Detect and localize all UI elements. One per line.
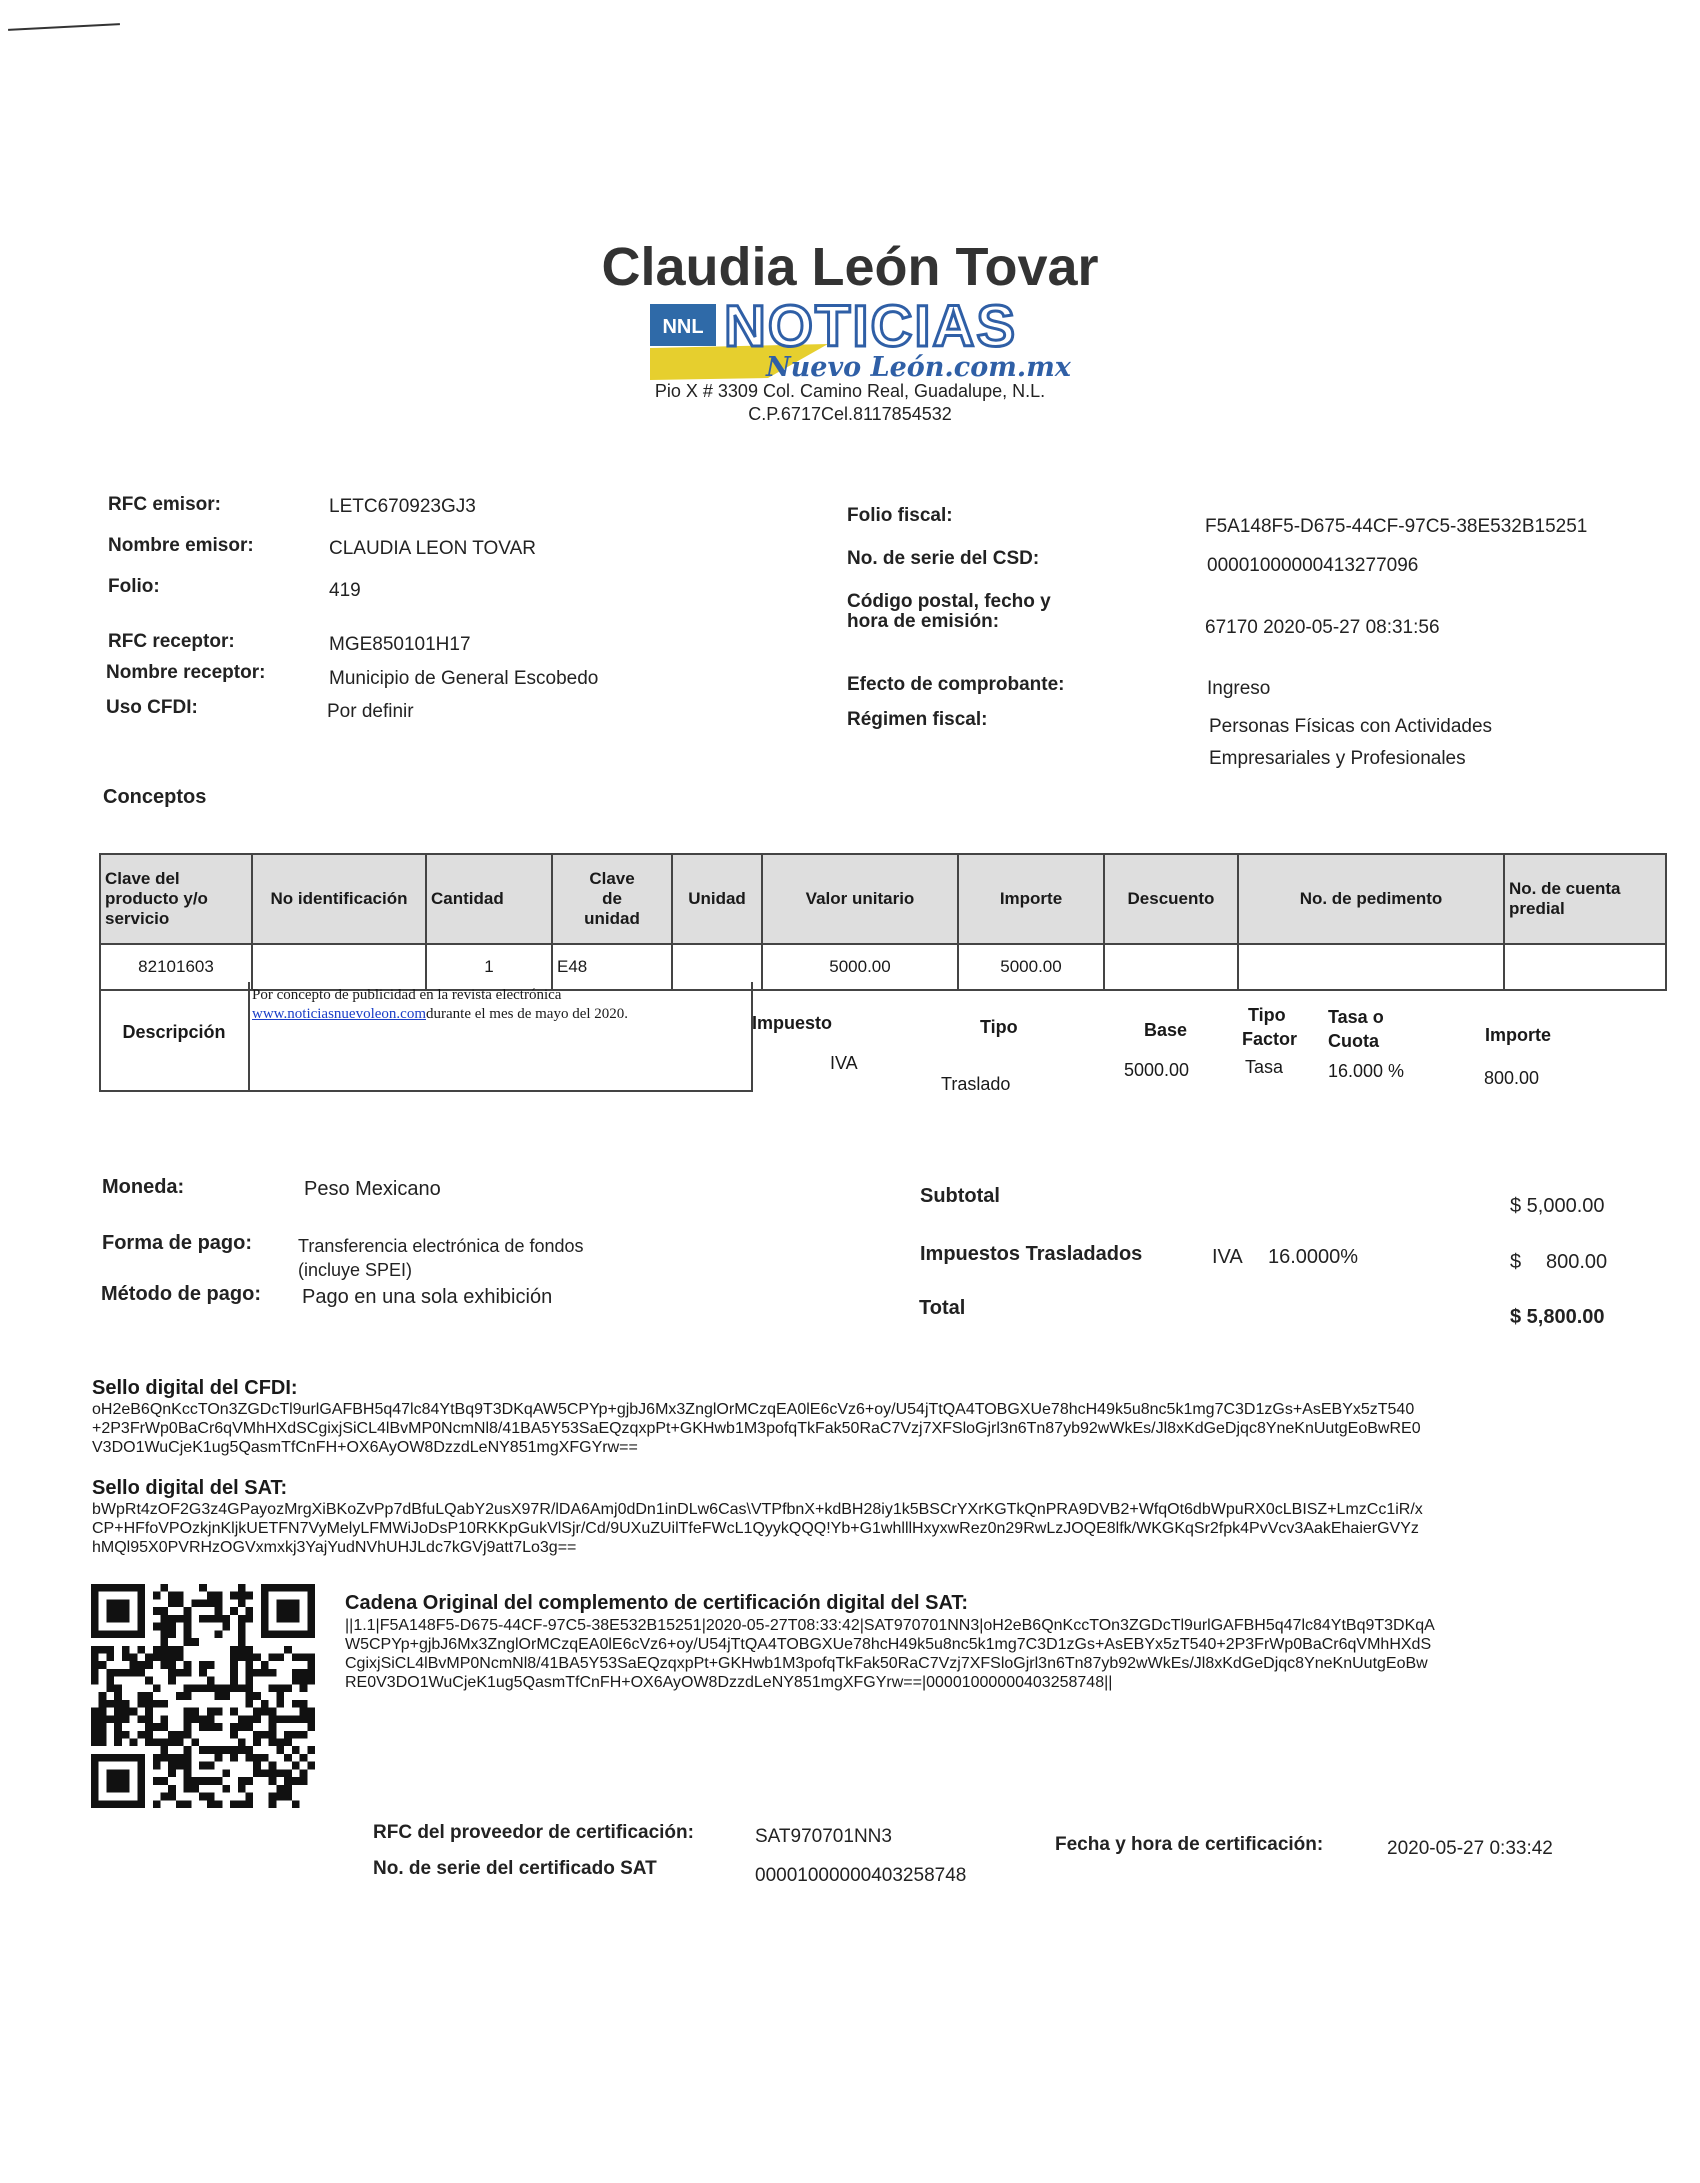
address-line-2: C.P.6717Cel.8117854532 xyxy=(748,404,952,424)
uso-cfdi-value: Por definir xyxy=(327,701,414,722)
col-clave-unidad: Clave de unidad xyxy=(552,854,672,944)
descripcion-label: Descripción xyxy=(122,1022,226,1042)
descripcion-text: Por concepto de publicidad en la revista electrónica www.noticiasnuevoleon.comdurante el mes de mayo del 2020. xyxy=(252,987,629,1022)
conceptos-title: Conceptos xyxy=(103,786,207,808)
serie-sat-label: No. de serie del certificado SAT xyxy=(373,1858,657,1879)
iva-amount: 800.00 xyxy=(1546,1251,1608,1273)
cuota-value: 16.000 % xyxy=(1328,1061,1405,1081)
cuota-header-2: Cuota xyxy=(1328,1031,1379,1051)
noticias-logo xyxy=(648,296,1178,386)
col-cuenta-predial: No. de cuenta predial xyxy=(1504,854,1666,944)
tipo-header: Tipo xyxy=(980,1017,1018,1037)
impuestos-trasladados-label: Impuestos Trasladados xyxy=(920,1243,1143,1265)
col-clave-producto: Clave del producto y/o servicio xyxy=(100,854,252,944)
col-importe: Importe xyxy=(958,854,1104,944)
iva-rate: 16.0000% xyxy=(1268,1246,1359,1268)
impuesto-header: Impuesto xyxy=(752,1013,833,1033)
logo-word: NOTICIAS xyxy=(724,296,1018,359)
metodo-pago-label: Método de pago: xyxy=(101,1283,261,1305)
sello-sat-text: bWpRt4zOF2G3z4GPayozMrgXiBKoZvPp7dBfuLQabY2usX97R/lDA6Amj0dDn1inDLw6Cas\VTPfbnX+kdBH28iy1k5BSCrYXrKGTkQnPRA9DVB2+WfqOt6dbWpuRX0cLBISZ+LmzCc1iR/x CP+HFfoVPOzkjnKljkUETFN7VyMelyLFMWiJoDsP10RKKpGukVlSjr/Cd/9UXuZUilTfeFWcL1QyykQQQ!Yb+G1whlllHxyxwRez0n29RwLzJOQE8lfk/WKGKqSr2fpk4PvVcv3AakEhaierGVYz hMQl95X0PVRHzOGVxmxkj3YajYudNVhUHJLdc7kGVj9att7Lo3g== xyxy=(92,1501,1423,1556)
impuesto-value: IVA xyxy=(830,1053,858,1073)
cell-clave: 82101603 xyxy=(100,944,252,990)
regimen-label: Régimen fiscal: xyxy=(847,709,988,730)
iva-label: IVA xyxy=(1212,1246,1243,1268)
moneda-value: Peso Mexicano xyxy=(304,1178,441,1200)
address-line-1: Pio X # 3309 Col. Camino Real, Guadalupe, N.L. xyxy=(654,381,1046,401)
col-pedimento: No. de pedimento xyxy=(1238,854,1504,944)
factor-value: Tasa xyxy=(1245,1057,1284,1077)
factor-header-1: Tipo xyxy=(1248,1005,1286,1025)
base-value: 5000.00 xyxy=(1124,1060,1190,1080)
nombre-receptor-value: Municipio de General Escobedo xyxy=(329,668,599,689)
base-header: Base xyxy=(1144,1020,1188,1040)
serie-sat-value: 00001000000403258748 xyxy=(755,1865,967,1886)
sello-cfdi-label: Sello digital del CFDI: xyxy=(92,1377,298,1399)
cell-importe: 5000.00 xyxy=(958,944,1104,990)
cell-predial xyxy=(1504,944,1666,990)
scan-mark xyxy=(8,23,120,31)
folio-value: 419 xyxy=(329,580,361,601)
rfc-proveedor-value: SAT970701NN3 xyxy=(755,1826,892,1847)
rfc-emisor-label: RFC emisor: xyxy=(108,494,221,515)
forma-pago-value-2: (incluye SPEI) xyxy=(298,1260,413,1280)
logo-script: Nuevo León.com.mx xyxy=(766,352,1071,383)
total-value: $ 5,800.00 xyxy=(1510,1306,1605,1328)
subtotal-value: $ 5,000.00 xyxy=(1510,1195,1605,1217)
rfc-receptor-label: RFC receptor: xyxy=(108,631,235,652)
regimen-value-2: Empresariales y Profesionales xyxy=(1209,748,1466,769)
folio-fiscal-value: F5A148F5-D675-44CF-97C5-38E532B15251 xyxy=(1205,516,1588,537)
efecto-label: Efecto de comprobante: xyxy=(847,674,1065,695)
cell-valor: 5000.00 xyxy=(762,944,958,990)
logo-badge-text: NNL xyxy=(662,316,704,338)
total-label: Total xyxy=(919,1297,966,1319)
subtotal-label: Subtotal xyxy=(920,1185,1000,1207)
fecha-certificacion-value: 2020-05-27 0:33:42 xyxy=(1387,1838,1553,1859)
cp-fecha-label-1: Código postal, fecho y xyxy=(847,591,1051,612)
cell-descuento xyxy=(1104,944,1238,990)
cuota-header-1: Tasa o xyxy=(1328,1007,1384,1027)
cadena-original-label: Cadena Original del complemento de certificación digital del SAT: xyxy=(345,1592,969,1614)
importe-tax-value: 800.00 xyxy=(1484,1068,1540,1088)
uso-cfdi-label: Uso CFDI: xyxy=(106,697,198,718)
nombre-emisor-value: CLAUDIA LEON TOVAR xyxy=(329,538,536,559)
rfc-receptor-value: MGE850101H17 xyxy=(329,634,471,655)
conceptos-table xyxy=(99,853,1667,991)
descripcion-link[interactable]: www.noticiasnuevoleon.com xyxy=(252,1006,426,1022)
col-unidad: Unidad xyxy=(672,854,762,944)
cp-fecha-label-2: hora de emisión: xyxy=(847,611,1000,632)
cp-fecha-value: 67170 2020-05-27 08:31:56 xyxy=(1205,617,1440,638)
col-no-identificacion: No identificación xyxy=(252,854,426,944)
folio-label: Folio: xyxy=(108,576,160,597)
cell-cantidad: 1 xyxy=(426,944,552,990)
cell-clave-unidad: E48 xyxy=(552,944,672,990)
tipo-value: Traslado xyxy=(941,1074,1011,1094)
col-descuento: Descuento xyxy=(1104,854,1238,944)
importe-tax-header: Importe xyxy=(1485,1025,1552,1045)
cell-pedimento xyxy=(1238,944,1504,990)
iva-currency: $ xyxy=(1510,1251,1522,1273)
forma-pago-label: Forma de pago: xyxy=(102,1232,253,1254)
sello-cfdi-text: oH2eB6QnKccTOn3ZGDcTl9urlGAFBH5q47lc84YtBq9T3DKqAW5CPYp+gjbJ6Mx3ZnglOrMCzqEA0lE6cVz6+oy/U54jTtQA4TOBGXUe78hcH49k5u8nc5k1mg7C3D1zGs+AsEBYx5zT540 +2P3FrWp0BaCr6qVMhHXdSCgixjSiCL4lBvMP0NcmNl8/41BA5Y53SaEQzqxpPt+GKHwb1M3pofqTkFak50RaC7Vzj7XFSloGjrl3n6Tn87yb92wWkEs/Jl8xKdGeDjqc8YneKnUutgEoBwRE0 V3DO1WuCjeK1ug5QasmTfCnFH+OX6AyOW8DzzdLeNY851mgXFGYrw== xyxy=(92,1401,1421,1456)
serie-csd-label: No. de serie del CSD: xyxy=(847,548,1040,569)
fecha-certificacion-label: Fecha y hora de certificación: xyxy=(1055,1834,1324,1855)
cadena-original-text: ||1.1|F5A148F5-D675-44CF-97C5-38E532B15251|2020-05-27T08:33:42|SAT970701NN3|oH2eB6QnKccTOn3ZGDcTl9urlGAFBH5q47lc84YtBq9T3DKqA W5CPYp+gjbJ6Mx3ZnglOrMCzqEA0lE6cVz6+oy/U54jTtQA4TOBGXUe78hcH49k5u8nc5k1mg7C3D1zGs+AsEBYx5zT540+2P3FrWp0BaCr6qVMhHXdS CgixjSiCL4lBvMP0NcmNl8/41BA5Y53SaEQzqxpPt+GKHwb1M3pofqTkFak50RaC7Vzj7XFSloGjrl3n6Tn87yb92wWkEs/Jl8xKdGeDjqc8YneKnUutgEoBw RE0V3DO1WuCjeK1ug5QasmTfCnFH+OX6AyOW8DzzdLeNY851mgXFGYrw==|00001000000403258748|| xyxy=(345,1617,1435,1691)
factor-header-2: Factor xyxy=(1242,1029,1298,1049)
serie-csd-value: 00001000000413277096 xyxy=(1207,555,1419,576)
efecto-value: Ingreso xyxy=(1207,678,1271,699)
col-valor-unitario: Valor unitario xyxy=(762,854,958,944)
folio-fiscal-label: Folio fiscal: xyxy=(847,505,953,526)
metodo-pago-value: Pago en una sola exhibición xyxy=(302,1286,553,1308)
rfc-emisor-value: LETC670923GJ3 xyxy=(329,496,476,517)
rfc-proveedor-label: RFC del proveedor de certificación: xyxy=(373,1822,694,1843)
moneda-label: Moneda: xyxy=(102,1176,185,1198)
nombre-emisor-label: Nombre emisor: xyxy=(108,535,254,556)
forma-pago-value-1: Transferencia electrónica de fondos xyxy=(298,1236,584,1256)
regimen-value-1: Personas Físicas con Actividades xyxy=(1209,716,1493,737)
sello-sat-label: Sello digital del SAT: xyxy=(92,1477,288,1499)
qr-code xyxy=(91,1584,315,1808)
nombre-receptor-label: Nombre receptor: xyxy=(106,662,266,683)
col-cantidad: Cantidad xyxy=(426,854,552,944)
issuer-name: Claudia León Tovar xyxy=(601,237,1099,297)
